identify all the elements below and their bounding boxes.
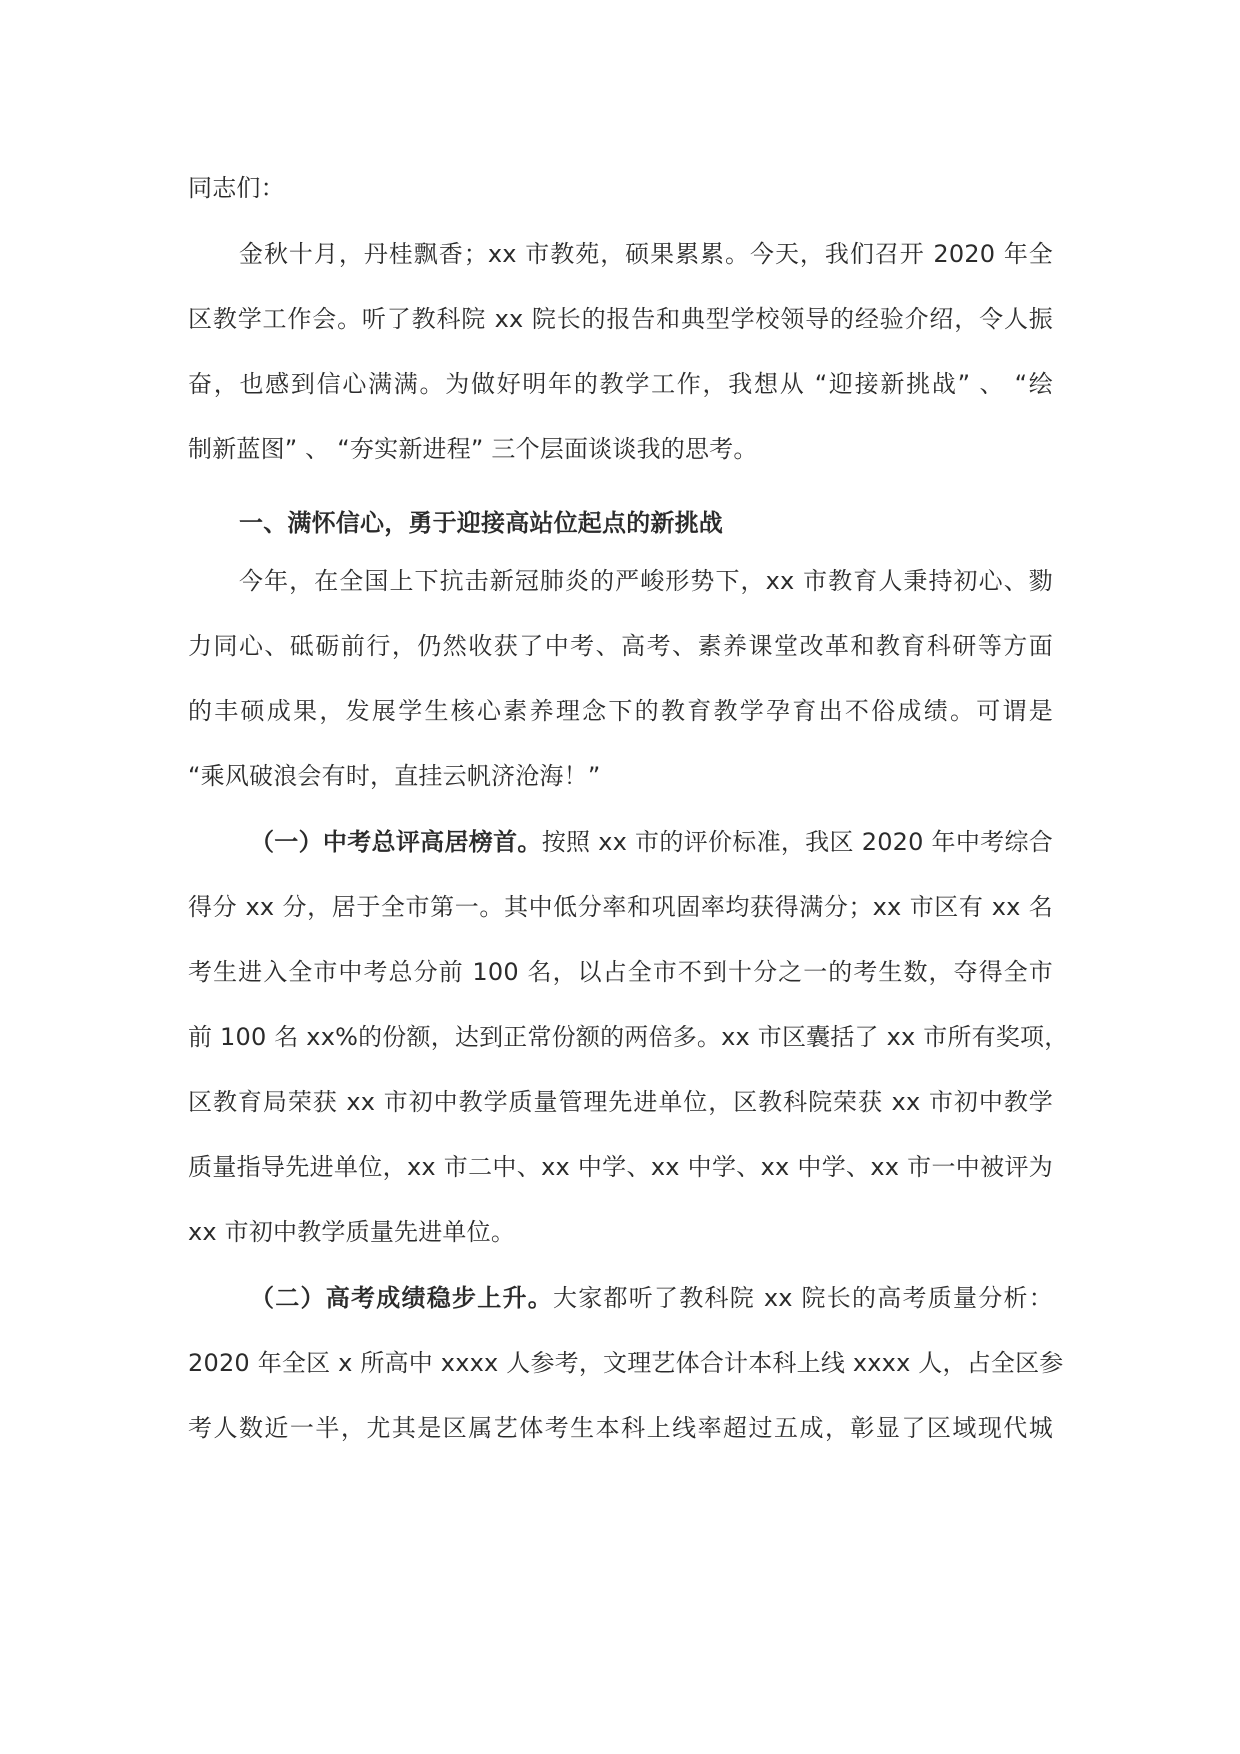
intro-line: 奋，也感到信心满满。为做好明年的教学工作，我想从 “迎接新挑战” 、 “绘 [188, 370, 1053, 398]
subsection-paragraph [188, 1282, 1064, 1444]
subsection-line-text: 按照 xx 市的评价标准，我区 2020 年中考综合 [541, 828, 1053, 856]
paragraph-line: 今年，在全国上下抗击新冠肺炎的严峻形势下，xx 市教育人秉持初心、勠 [239, 567, 1053, 595]
subsection-first-line [188, 1282, 1053, 1314]
intro-line: 金秋十月，丹桂飘香；xx 市教苑，硕果累累。今天，我们召开 2020 年全 [239, 240, 1053, 268]
paragraph-line: xx 市初中教学质量先进单位。 [188, 1218, 516, 1246]
paragraph-line: 2020 年全区 x 所高中 xxxx 人参考，文理艺体合计本科上线 xxxx 人，占全区参 [188, 1349, 1064, 1377]
intro-line: 制新蓝图” 、 “夯实新进程” 三个层面谈谈我的思考。 [188, 435, 758, 463]
paragraph-line: 的丰硕成果，发展学生核心素养理念下的教育教学孕育出不俗成绩。可谓是 [188, 697, 1053, 725]
paragraph-line: “乘风破浪会有时，直挂云帆济沧海！” [188, 762, 601, 790]
paragraph-line: 考生进入全市中考总分前 100 名，以占全市不到十分之一的考生数，夺得全市 [188, 958, 1053, 986]
subsection-line-text: 大家都听了教科院 xx 院长的高考质量分析： [553, 1284, 1053, 1312]
subsection-title: （一）中考总评高居榜首。 [250, 828, 542, 856]
paragraph-line: 考人数近一半，尤其是区属艺体考生本科上线率超过五成，彰显了区域现代城 [188, 1414, 1053, 1442]
paragraph-line: 区教育局荣获 xx 市初中教学质量管理先进单位，区教科院荣获 xx 市初中教学 [188, 1088, 1053, 1116]
intro-line: 区教学工作会。听了教科院 xx 院长的报告和典型学校领导的经验介绍，令人振 [188, 305, 1053, 333]
subsection-first-line [188, 826, 1053, 858]
subsection-paragraph [188, 826, 1069, 1248]
subsection-title: （二）高考成绩稳步上升。 [250, 1284, 553, 1312]
section-paragraph [188, 565, 1053, 792]
paragraph-line: 得分 xx 分，居于全市第一。其中低分率和巩固率均获得满分；xx 市区有 xx 名 [188, 893, 1053, 921]
salutation: 同志们： [188, 174, 285, 202]
document-body [188, 172, 1069, 1444]
paragraph-line: 力同心、砥砺前行，仍然收获了中考、高考、素养课堂改革和教育科研等方面 [188, 632, 1053, 660]
paragraph-line: 质量指导先进单位，xx 市二中、xx 中学、xx 中学、xx 中学、xx 市一中被评为 [188, 1153, 1053, 1181]
intro-paragraph [188, 238, 1053, 465]
section-heading: 一、满怀信心，勇于迎接高站位起点的新挑战 [239, 509, 723, 537]
paragraph-line: 前 100 名 xx%的份额，达到正常份额的两倍多。xx 市区囊括了 xx 市所有奖项， [188, 1023, 1069, 1051]
